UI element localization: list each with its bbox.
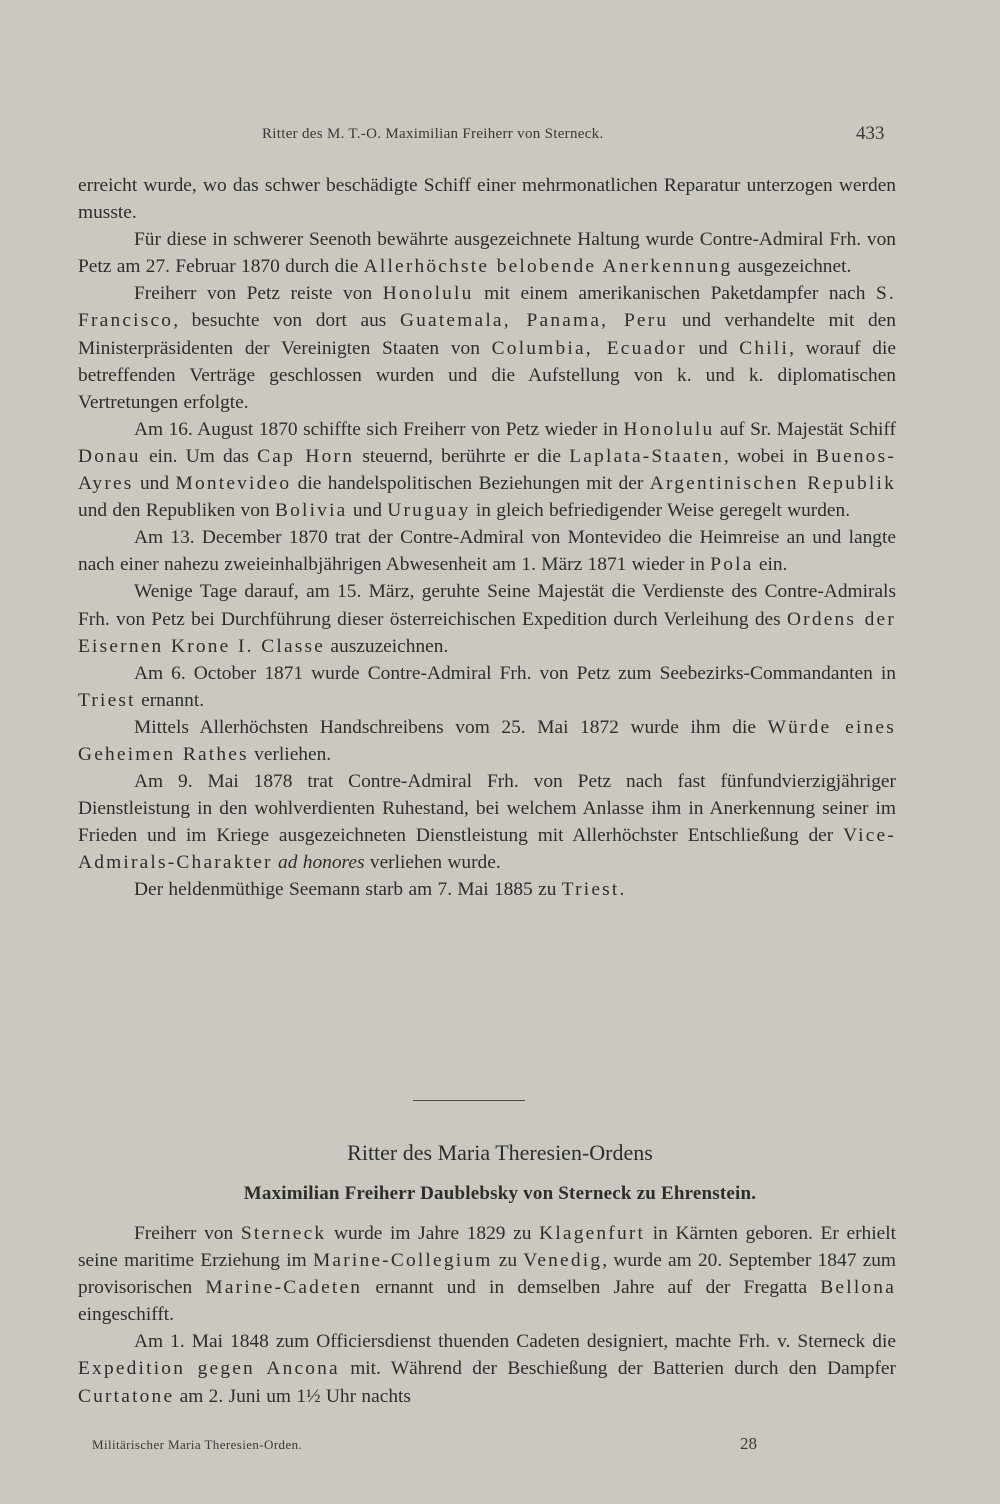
paragraph xyxy=(78,876,896,903)
text-run: ernannt und in demselben Jahre auf der Fregatta xyxy=(362,1277,821,1299)
running-title: Ritter des M. T.-O. Maximilian Freiherr von Sterneck. xyxy=(262,126,604,142)
spaced-name: Venedig xyxy=(523,1250,603,1272)
italic-text: ad honores xyxy=(278,852,365,874)
text-run: und xyxy=(133,473,176,495)
spaced-name: Buenos-Ayres xyxy=(78,445,896,495)
text-run: Am 13. December 1870 trat der Contre-Admiral von Montevideo die Heimreise an und langte nach einer nahezu zweieinhalbjährigen Abwesenheit am 1. März 1871 wieder in xyxy=(78,527,896,576)
text-run: in Kärnten geboren. Er erhielt seine maritime Erziehung im xyxy=(78,1223,897,1272)
text-run: Wenige Tage darauf, am 15. März, geruhte Seine Majestät die Verdienste des Contre-Admirals Frh. von Petz bei Durchführung dieser österreichischen Expedition durch Verleihung des xyxy=(78,581,896,630)
paragraph xyxy=(78,524,896,578)
text-run: Mittels Allerhöchsten Handschreibens vom 25. Mai 1872 wurde ihm die xyxy=(134,716,768,738)
spaced-name: Uruguay xyxy=(387,500,471,522)
spaced-name: Pola xyxy=(710,554,754,576)
section-subtitle: Maximilian Freiherr Daublebsky von Sterneck zu Ehrenstein. xyxy=(243,1183,757,1204)
text-run: Am 9. Mai 1878 trat Contre-Admiral Frh. von Petz nach fast fünfundvierzigjähriger Dienstleistung in den wohlverdienten Ruhestand, bei welchem Anlasse ihm in Anerkennung seiner im Frieden und im Kriege ausgezeichneten Dienstleistung mit Allerhöchster Entschließung der xyxy=(78,771,896,847)
text-run: , wurde am 20. September 1847 zum provisorischen xyxy=(78,1250,897,1299)
text-run: und verhandelte mit den Ministerpräsidenten der Vereinigten Staaten von xyxy=(78,310,896,359)
section-title: Ritter des Maria Theresien-Ordens xyxy=(347,1140,653,1165)
text-run: , besuchte von dort aus xyxy=(173,310,400,332)
text-run: , worauf die betreffenden Verträge geschlossen wurden und die Aufstellung von k. und k. diplomatischen Vertretungen erfolgte. xyxy=(78,337,896,413)
paragraph xyxy=(78,1220,896,1328)
text-run: , wobei in xyxy=(723,445,816,467)
text-run: ernannt. xyxy=(135,689,205,711)
footer-sheet-number: 28 xyxy=(740,1434,757,1453)
spaced-name: Vice-Admirals-Charakter xyxy=(78,825,896,874)
paragraph xyxy=(78,1328,896,1409)
text-run: Der heldenmüthige Seemann starb am 7. Mai 1885 zu xyxy=(134,879,562,901)
spaced-name: Expedition gegen Ancona xyxy=(78,1358,340,1380)
paragraph xyxy=(78,226,896,280)
text-run: am 2. Juni um 1½ Uhr nachts xyxy=(174,1385,411,1407)
spaced-name: Triest xyxy=(561,879,620,901)
text-run: Freiherr von xyxy=(134,1223,241,1244)
spaced-name: Klagenfurt xyxy=(539,1223,646,1244)
text-run: . xyxy=(619,879,625,901)
spaced-name: Allerhöchste belobende Anerkennung xyxy=(363,256,733,278)
spaced-name: Honolulu xyxy=(382,283,474,305)
spaced-name: Montevideo xyxy=(175,473,292,495)
section-text xyxy=(78,1220,896,1410)
paragraph xyxy=(78,280,896,415)
text-run: wurde im Jahre 1829 zu xyxy=(326,1223,540,1244)
paragraph xyxy=(78,714,896,768)
text-run: steuernd, berührte er die xyxy=(354,445,570,467)
spaced-name: Bolivia xyxy=(274,500,348,522)
text-run: verliehen. xyxy=(248,743,332,765)
text-run: die handelspolitischen Beziehungen mit der xyxy=(291,473,650,495)
text-run: ausgezeichnet. xyxy=(732,256,852,278)
text-run: und xyxy=(686,337,740,359)
spaced-name: Columbia, Ecuador xyxy=(491,337,687,359)
paragraph xyxy=(78,172,896,226)
text-run: eingeschifft. xyxy=(78,1304,175,1326)
spaced-name: Cap Horn xyxy=(257,445,355,467)
spaced-name: Laplata-Staaten xyxy=(569,445,724,467)
section-divider xyxy=(413,1100,525,1101)
spaced-name: Marine-Collegium xyxy=(312,1250,493,1272)
text-run: ein. xyxy=(753,554,788,576)
spaced-name: Marine-Cadeten xyxy=(205,1277,363,1299)
spaced-name: Triest xyxy=(78,689,136,711)
text-run: mit. Während der Beschießung der Batterien durch den Dampfer xyxy=(339,1358,896,1380)
text-run: Am 1. Mai 1848 zum Officiersdienst thuenden Cadeten designiert, machte Frh. v. Sterneck die xyxy=(134,1331,896,1353)
text-run: ein. Um das xyxy=(140,445,258,467)
text-run: Für diese in schwerer Seenoth bewährte ausgezeichnete Haltung wurde Contre-Admiral Frh. von Petz am 27. Februar 1870 durch die xyxy=(78,229,896,278)
text-run: und den Republiken von xyxy=(78,500,275,522)
page-header xyxy=(0,123,1000,150)
paragraph xyxy=(78,578,896,659)
text-run: Am 6. October 1871 wurde Contre-Admiral Frh. von Petz zum Seebezirks-Commandanten in xyxy=(134,662,896,684)
spaced-name: Donau xyxy=(78,445,141,467)
page-number: 433 xyxy=(856,123,885,144)
text-run: erreicht wurde, wo das schwer beschädigte Schiff einer mehrmonatlichen Reparatur unterzogen werden musste. xyxy=(78,175,896,224)
spaced-name: Argentinischen Republik xyxy=(649,473,897,495)
paragraph xyxy=(78,768,896,876)
text-run: Freiherr von Petz reiste von xyxy=(134,283,383,305)
spaced-name: Sterneck xyxy=(240,1223,327,1244)
main-text xyxy=(78,172,896,904)
text-run: Am 16. August 1870 schiffte sich Freiherr von Petz wieder in xyxy=(134,418,624,440)
spaced-name: Ordens der Eisernen Krone I. Classe xyxy=(78,608,896,657)
text-run: in gleich befriedigender Weise geregelt wurden. xyxy=(470,500,851,522)
spaced-name: Würde eines Geheimen Rathes xyxy=(78,716,896,765)
spaced-name: Curtatone xyxy=(78,1385,175,1407)
text-run: zu xyxy=(492,1250,524,1272)
spaced-name: Chili xyxy=(739,337,790,359)
spaced-name: Guatemala, Panama, Peru xyxy=(399,310,669,332)
paragraph xyxy=(78,660,896,714)
spaced-name: Honolulu xyxy=(623,418,715,440)
text-run: verliehen wurde. xyxy=(364,852,501,874)
text-run: und xyxy=(347,500,388,522)
spaced-name: S. Francisco xyxy=(78,283,896,332)
text-run: mit einem amerikanischen Paketdampfer nach xyxy=(473,283,876,305)
spaced-name: Bellona xyxy=(820,1277,897,1299)
text-run: auf Sr. Majestät Schiff xyxy=(714,418,896,440)
text-run: auszuzeichnen. xyxy=(325,635,449,657)
footer-signature: Militärischer Maria Theresien-Orden. xyxy=(92,1437,303,1452)
paragraph xyxy=(78,416,896,524)
